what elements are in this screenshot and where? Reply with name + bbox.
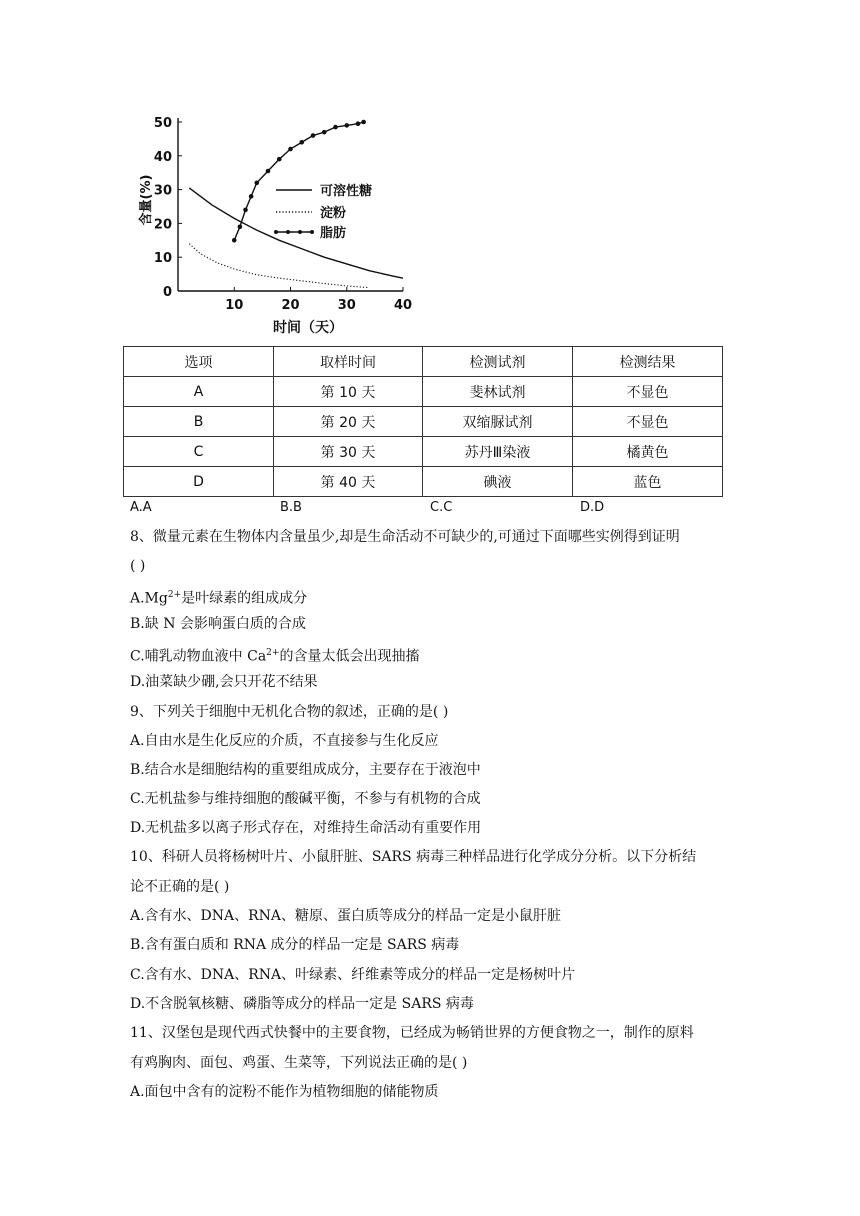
chart-axes bbox=[154, 116, 412, 313]
y-tick-label: 0 bbox=[162, 285, 172, 300]
series-point bbox=[249, 194, 254, 199]
table-cell: A bbox=[124, 377, 274, 407]
series-point bbox=[288, 147, 293, 152]
table-cell: 不显色 bbox=[573, 377, 723, 407]
table-cell: 斐林试剂 bbox=[423, 377, 573, 407]
legend-dot bbox=[286, 230, 290, 234]
series-point bbox=[344, 123, 349, 128]
series-point bbox=[333, 125, 338, 130]
table-header-cell: 取样时间 bbox=[274, 347, 423, 377]
table-cell: C bbox=[124, 437, 274, 467]
table-cell: 橘黄色 bbox=[573, 437, 723, 467]
q9-option-d: D.无机盐多以离子形式存在，对维持生命活动有重要作用 bbox=[130, 820, 482, 836]
series-point bbox=[266, 169, 271, 174]
legend-label: 脂肪 bbox=[320, 226, 347, 241]
y-tick-label: 50 bbox=[153, 116, 172, 131]
x-tick-label: 30 bbox=[337, 298, 356, 313]
q9-option-b: B.结合水是细胞结构的重要组成成分，主要存在于液泡中 bbox=[130, 762, 481, 778]
legend-dot bbox=[310, 230, 314, 234]
legend-dot bbox=[274, 230, 278, 234]
option-a: A.A bbox=[130, 500, 152, 515]
table-cell: 碘液 bbox=[423, 467, 573, 497]
series-point bbox=[299, 140, 304, 145]
table-row bbox=[124, 467, 723, 497]
series-point bbox=[238, 224, 243, 229]
table-cell: 双缩脲试剂 bbox=[423, 407, 573, 437]
q10-stem-line1: 10、科研人员将杨树叶片、小鼠肝脏、SARS 病毒三种样品进行化学成分分析。以下分析结 bbox=[130, 849, 697, 865]
series-point bbox=[243, 208, 248, 213]
series-point bbox=[356, 121, 361, 126]
series-line-2 bbox=[189, 244, 369, 288]
table-header-cell: 检测结果 bbox=[573, 347, 723, 377]
q9-option-a: A.自由水是生化反应的介质，不直接参与生化反应 bbox=[130, 733, 439, 749]
q10-option-b: B.含有蛋白质和 RNA 成分的样品一定是 SARS 病毒 bbox=[130, 937, 460, 953]
table-cell: 蓝色 bbox=[573, 467, 723, 497]
q10-stem-line2: 论不正确的是( ) bbox=[130, 879, 230, 895]
option-d: D.D bbox=[580, 500, 605, 515]
y-tick-label: 40 bbox=[153, 149, 172, 165]
series-point bbox=[277, 157, 282, 162]
table-header-row bbox=[124, 347, 723, 377]
q10-option-c: C.含有水、DNA、RNA、叶绿素、纤维素等成分的样品一定是杨树叶片 bbox=[130, 967, 576, 983]
y-tick-label: 30 bbox=[153, 183, 172, 199]
table-row bbox=[124, 437, 723, 467]
table-header-cell: 检测试剂 bbox=[423, 347, 573, 377]
table-cell: 不显色 bbox=[573, 407, 723, 437]
table-row bbox=[124, 407, 723, 437]
table-cell: 第 10 天 bbox=[274, 377, 423, 407]
series-point bbox=[254, 181, 259, 186]
series-point bbox=[232, 238, 237, 243]
chart-series bbox=[189, 120, 403, 288]
chart-legend bbox=[274, 183, 372, 241]
series-line-3 bbox=[234, 122, 363, 240]
series-point bbox=[322, 130, 327, 135]
x-tick-label: 20 bbox=[281, 298, 300, 313]
table-cell: 第 40 天 bbox=[274, 467, 423, 497]
q11-stem-line1: 11、汉堡包是现代西式快餐中的主要食物，已经成为畅销世界的方便食物之一，制作的原料 bbox=[130, 1025, 694, 1041]
series-point bbox=[311, 133, 316, 138]
y-tick-label: 20 bbox=[153, 217, 172, 233]
q9-stem: 9、下列关于细胞中无机化合物的叙述，正确的是( ) bbox=[130, 704, 449, 720]
table-row bbox=[124, 377, 723, 407]
q8-option-c: C.哺乳动物血液中 $Ca^{2+}$的含量太低会出现抽搐 bbox=[130, 648, 420, 665]
q8-option-d: D.油菜缺少硼,会只开花不结果 bbox=[130, 674, 318, 690]
question-7-options bbox=[130, 500, 730, 518]
q11-option-a: A.面包中含有的淀粉不能作为植物细胞的储能物质 bbox=[130, 1084, 439, 1100]
legend-label: 可溶性糖 bbox=[320, 184, 373, 199]
table-cell: 第 30 天 bbox=[274, 437, 423, 467]
legend-label: 淀粉 bbox=[320, 206, 347, 221]
q10-option-a: A.含有水、DNA、RNA、糖原、蛋白质等成分的样品一定是小鼠肝脏 bbox=[130, 908, 562, 924]
y-tick-label: 10 bbox=[153, 251, 172, 267]
content-chart bbox=[128, 108, 428, 338]
x-tick-label: 10 bbox=[225, 298, 244, 313]
x-axis-label: 时间（天） bbox=[273, 320, 343, 336]
table-header-cell: 选项 bbox=[124, 347, 274, 377]
option-c: C.C bbox=[430, 500, 453, 515]
table-cell: B bbox=[124, 407, 274, 437]
q8-option-b: B.缺 N 会影响蛋白质的合成 bbox=[130, 616, 306, 632]
q9-option-c: C.无机盐参与维持细胞的酸碱平衡，不参与有机物的合成 bbox=[130, 791, 481, 807]
answer-table bbox=[123, 346, 723, 497]
x-tick-label: 40 bbox=[393, 298, 413, 313]
table-cell: D bbox=[124, 467, 274, 497]
option-b: B.B bbox=[280, 500, 302, 515]
q8-paren: ( ) bbox=[130, 558, 146, 574]
y-axis-label: 含量(%) bbox=[139, 174, 154, 226]
q10-option-d: D.不含脱氧核糖、磷脂等成分的样品一定是 SARS 病毒 bbox=[130, 996, 474, 1012]
table-cell: 苏丹Ⅲ染液 bbox=[423, 437, 573, 467]
q8-stem: 8、微量元素在生物体内含量虽少,却是生命活动不可缺少的,可通过下面哪些实例得到证明 bbox=[130, 529, 680, 545]
q8-option-a: $A.Mg^{2+}$是叶绿素的组成成分 bbox=[130, 590, 308, 607]
table-cell: 第 20 天 bbox=[274, 407, 423, 437]
q11-stem-line2: 有鸡胸肉、面包、鸡蛋、生菜等，下列说法正确的是( ) bbox=[130, 1055, 468, 1071]
legend-dot bbox=[298, 230, 302, 234]
series-point bbox=[361, 120, 366, 125]
